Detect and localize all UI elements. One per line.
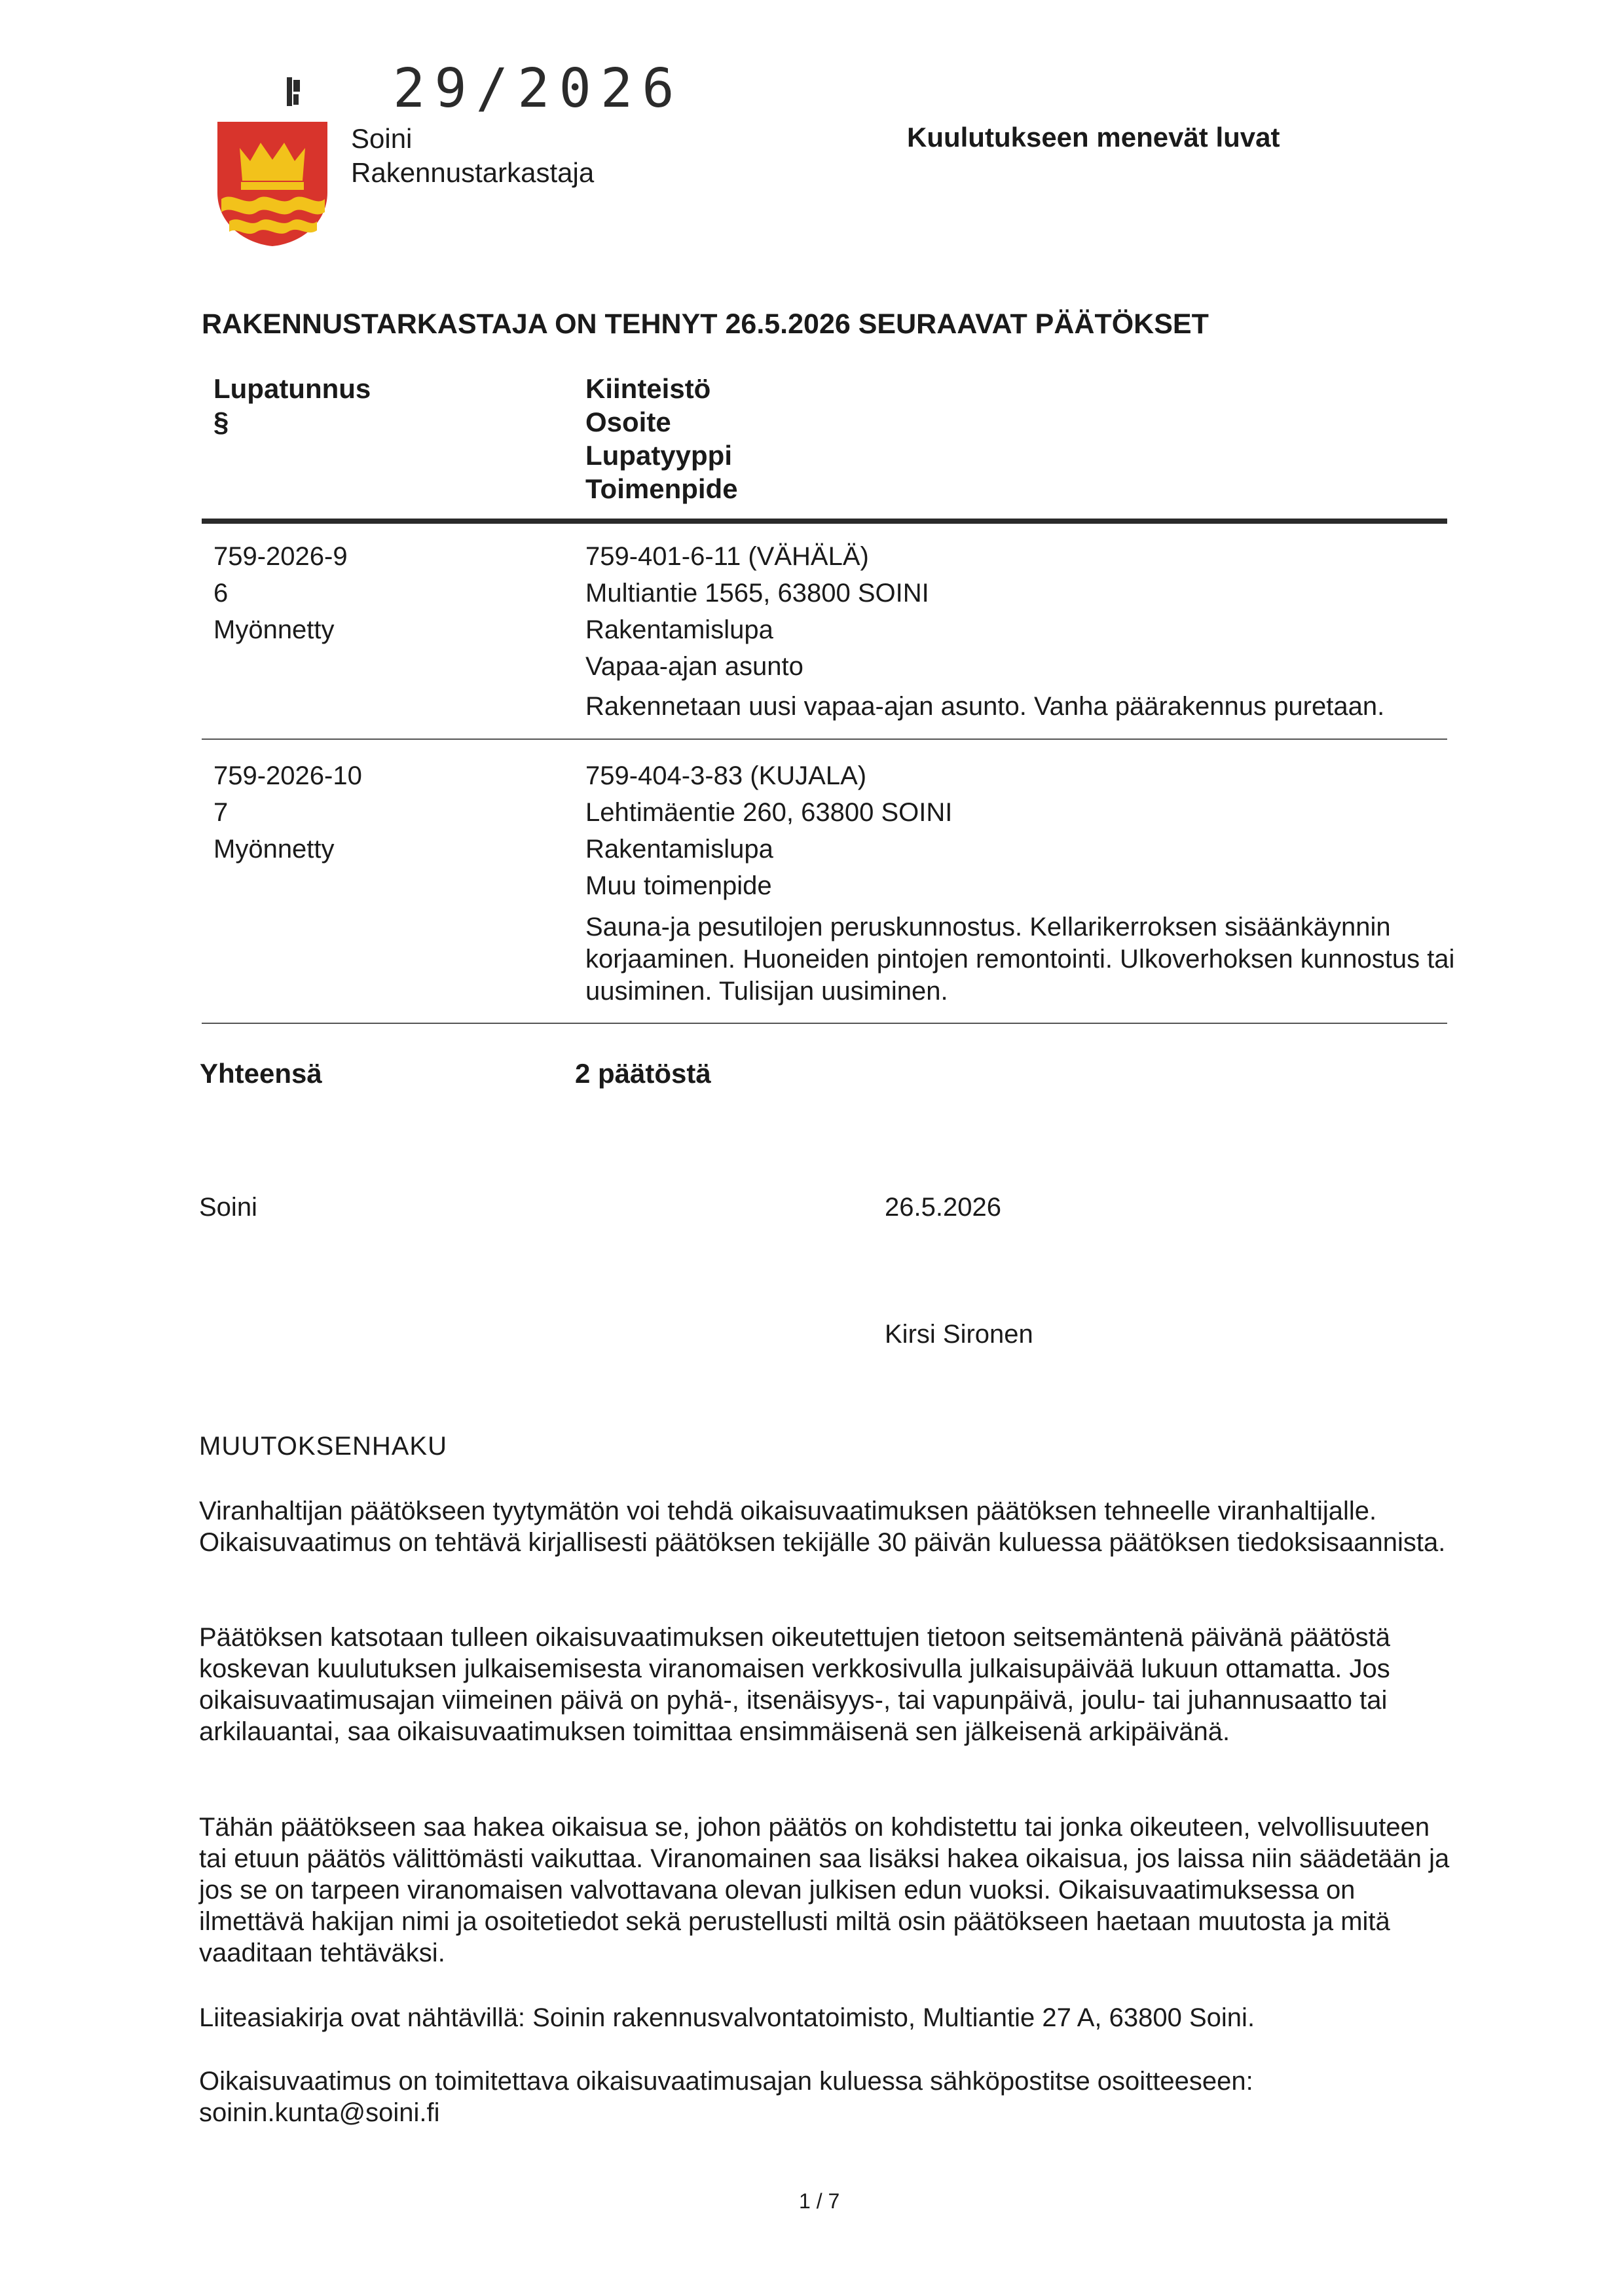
table-row-2-left [213,757,362,867]
permit-id: 759-2026-9 [213,542,348,571]
column-header-left [213,372,371,439]
registration-stamp: 29/2026 [393,58,684,120]
row-divider [202,738,1447,740]
measure: Muu toimenpide [585,871,772,900]
measure-description: Sauna-ja pesutilojen peruskunnostus. Kellarikerroksen sisäänkäynnin korjaaminen. Huoneiden pintojen remontointi. Ulkoverhoksen kunnostus tai uusiminen. Tulisijan uusiminen. [585,913,1455,1006]
row-divider [202,1023,1447,1024]
appeal-paragraph: Tähän päätökseen saa hakea oikaisua se, johon päätös on kohdistettu tai jonka oikeuteen, velvollisuuteen tai etuun päätös välittömästi vaikuttaa. Viranomainen saa lisäksi hakea oikaisua, jos laissa niin säädetään ja jos se on tarpeen viranomaisen valvottavana olevan julkisen edun vuoksi. Oikaisuvaatimuksessa on ilmettävä hakijan nimi ja osoitetiedot sekä perustellusti miltä osin päätökseen haetaan muutosta ja mitä vaaditaan tehtäväksi. [199,1813,1450,1967]
address: Multiantie 1565, 63800 SOINI [585,579,929,608]
decision-status: Myönnetty [213,835,335,864]
signature-place: Soini [199,1193,257,1222]
header-pykala: § [213,407,229,437]
table-row-2-right [585,757,952,904]
soini-coat-of-arms [215,119,330,247]
municipality-name: Soini [351,123,413,154]
issuer-block [351,122,594,190]
header-kiinteisto: Kiinteistö [585,373,711,404]
section-number: 7 [213,798,229,827]
header-divider [202,519,1447,524]
page-number: 1 / 7 [799,2189,840,2213]
permit-type: Rakentamislupa [585,615,773,644]
total-value: 2 päätöstä [575,1058,711,1089]
header-toimenpide: Toimenpide [585,473,738,504]
header-lupatunnus: Lupatunnus [213,373,371,404]
appeal-paragraph: Päätöksen katsotaan tulleen oikaisuvaatimuksen oikeutettujen tietoon seitsemäntenä päivänä päätöstä koskevan kuulutuksen julkaisemisesta viranomaisen verkkosivulla julkaisupäivää lukuun ottamatta. Jos oikaisuvaatimusajan viimeinen päivä on pyhä-, itsenäisyys-, tai vapunpäivä, joulu- tai juhannusaatto tai arkilauantai, saa oikaisuvaatimuksen toimittaa ensimmäisenä sen jälkeisenä arkipäivänä. [199,1623,1390,1746]
header-osoite: Osoite [585,407,671,437]
appeal-paragraph: Viranhaltijan päätökseen tyytymätön voi tehdä oikaisuvaatimuksen päätöksen tehneelle viranhaltijalle. Oikaisuvaatimus on tehtävä kirjallisesti päätöksen tekijälle 30 päivän kuluessa päätöksen tiedoksisaannista. [199,1497,1446,1557]
appeal-paragraph: Oikaisuvaatimus on toimitettava oikaisuvaatimusajan kuluessa sähköpostitse osoitteeseen: soinin.kunta@soini.fi [199,2067,1253,2127]
page-title: RAKENNUSTARKASTAJA ON TEHNYT 26.5.2026 SEURAAVAT PÄÄTÖKSET [202,308,1209,340]
total-label: Yhteensä [200,1058,322,1089]
property-id: 759-401-6-11 (VÄHÄLÄ) [585,542,869,571]
appeal-paragraph: Liiteasiakirja ovat nähtävillä: Soinin rakennusvalvontatoimisto, Multiantie 27 A, 63800 Soini. [199,2003,1255,2032]
permit-id: 759-2026-10 [213,761,362,790]
column-header-right [585,372,738,505]
document-type: Kuulutukseen menevät luvat [907,122,1280,153]
table-row-1-left [213,538,348,648]
signature-date: 26.5.2026 [885,1193,1001,1222]
signer-name: Kirsi Sironen [885,1320,1033,1349]
header-lupatyyppi: Lupatyyppi [585,440,733,471]
address: Lehtimäentie 260, 63800 SOINI [585,798,953,827]
table-row-1-right [585,538,929,685]
office-name: Rakennustarkastaja [351,157,595,188]
section-number: 6 [213,579,229,608]
decision-status: Myönnetty [213,615,335,644]
appeal-heading: MUUTOKSENHAKU [199,1432,447,1461]
stamp-mark [284,73,304,109]
measure: Vapaa-ajan asunto [585,652,803,681]
permit-type: Rakentamislupa [585,835,773,864]
property-id: 759-404-3-83 (KUJALA) [585,761,867,790]
measure-description: Rakennetaan uusi vapaa-ajan asunto. Vanha päärakennus puretaan. [585,692,1385,721]
